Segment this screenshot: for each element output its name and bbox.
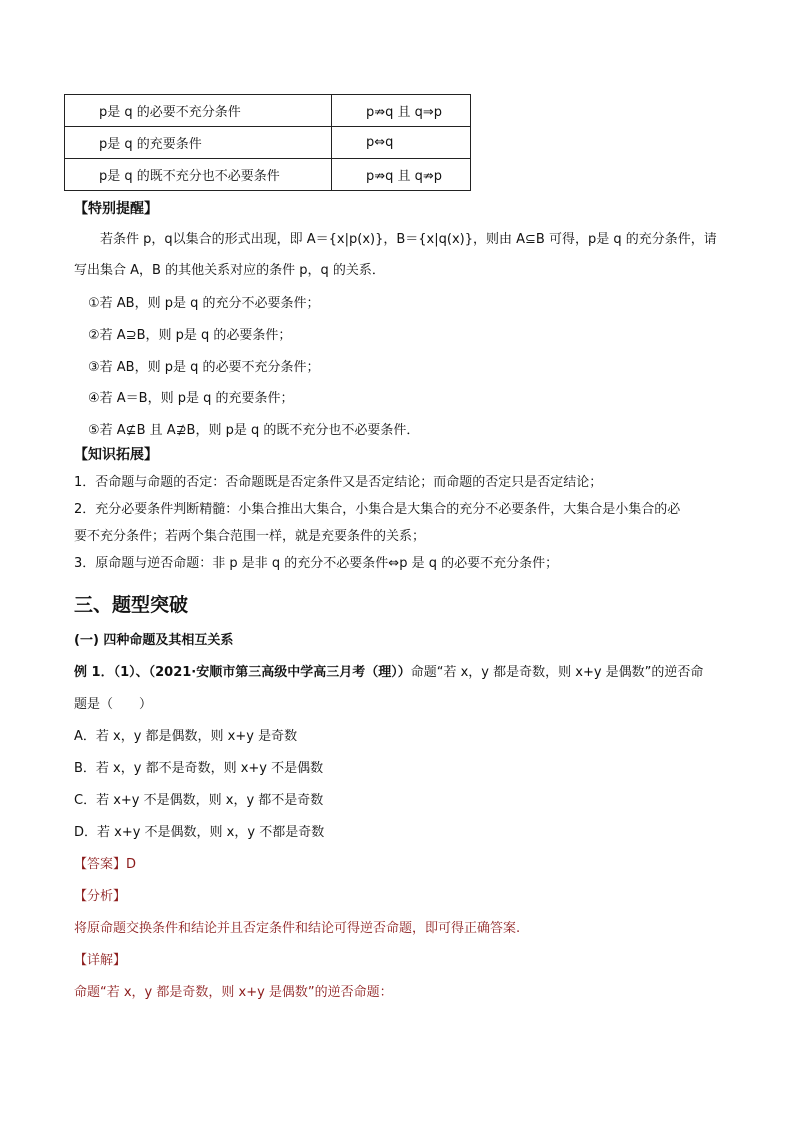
detail-text: 命题“若 x，y 都是奇数，则 x+y 是偶数”的逆否命题：	[74, 985, 393, 1000]
example-stem-line2: 题是（ ）	[74, 697, 153, 712]
extension-item: 2．充分必要条件判断精髓：小集合推出大集合，小集合是大集合的充分不必要条件，大集合是小集合的必	[74, 502, 681, 517]
section-subtitle: (一) 四种命题及其相互关系	[74, 633, 234, 648]
reminder-item: ④若 A＝B，则 p是 q 的充要条件；	[88, 391, 294, 406]
table-row	[65, 159, 471, 191]
reminder-item: ②若 A⊇B，则 p是 q 的必要条件；	[88, 328, 292, 343]
example-stem-line1	[74, 663, 703, 683]
answer-label: 【答案】D	[74, 857, 137, 872]
reminder-heading: 【特别提醒】	[74, 201, 158, 217]
table-cell-relation: p⇏q 且 q⇒p	[332, 95, 471, 127]
table-cell-relation: p⇔q	[332, 127, 471, 159]
table-cell-condition: p是 q 的必要不充分条件	[65, 95, 332, 127]
extension-heading: 【知识拓展】	[74, 447, 158, 463]
option-b: B．若 x，y 都不是奇数，则 x+y 不是偶数	[74, 761, 324, 776]
table-cell-condition: p是 q 的充要条件	[65, 127, 332, 159]
analysis-text: 将原命题交换条件和结论并且否定条件和结论可得逆否命题，即可得正确答案.	[74, 921, 521, 936]
example-label: 例 1．（1）、（2021·安顺市第三高级中学高三月考（理））	[74, 665, 411, 680]
table-row	[65, 95, 471, 127]
table-row	[65, 127, 471, 159]
condition-table	[64, 94, 471, 191]
example-stem: 命题“若 x，y 都是奇数，则 x+y 是偶数”的逆否命	[410, 665, 704, 680]
reminder-item: ③若 AB，则 p是 q 的必要不充分条件；	[88, 360, 320, 375]
extension-item: 1．否命题与命题的否定：否命题既是否定条件又是否定结论；而命题的否定只是否定结论；	[74, 475, 603, 490]
option-a: A．若 x，y 都是偶数，则 x+y 是奇数	[74, 729, 298, 744]
section-title: 三、题型突破	[74, 594, 189, 616]
reminder-item: ⑤若 A⊈B 且 A⊉B，则 p是 q 的既不充分也不必要条件．	[88, 423, 420, 438]
detail-label: 【详解】	[74, 953, 127, 968]
option-c: C．若 x+y 不是偶数，则 x，y 都不是奇数	[74, 793, 324, 808]
reminder-item: ①若 AB，则 p是 q 的充分不必要条件；	[88, 296, 320, 311]
option-d: D．若 x+y 不是偶数，则 x，y 不都是奇数	[74, 825, 325, 840]
table-cell-relation: p⇏q 且 q⇏p	[332, 159, 471, 191]
reminder-paragraph-line2: 写出集合 A，B 的其他关系对应的条件 p，q 的关系．	[74, 263, 385, 278]
extension-item: 要不充分条件；若两个集合范围一样，就是充要条件的关系；	[74, 529, 426, 544]
table-cell-condition: p是 q 的既不充分也不必要条件	[65, 159, 332, 191]
analysis-label: 【分析】	[74, 889, 127, 904]
reminder-paragraph-line1: 若条件 p，q以集合的形式出现，即 A＝{x|p(x)}，B＝{x|q(x)}，则由 A⊆B 可得，p是 q 的充分条件，请	[100, 232, 717, 247]
extension-item: 3．原命题与逆否命题：非 p 是非 q 的充分不必要条件⇔p 是 q 的必要不充分条件；	[74, 556, 559, 571]
